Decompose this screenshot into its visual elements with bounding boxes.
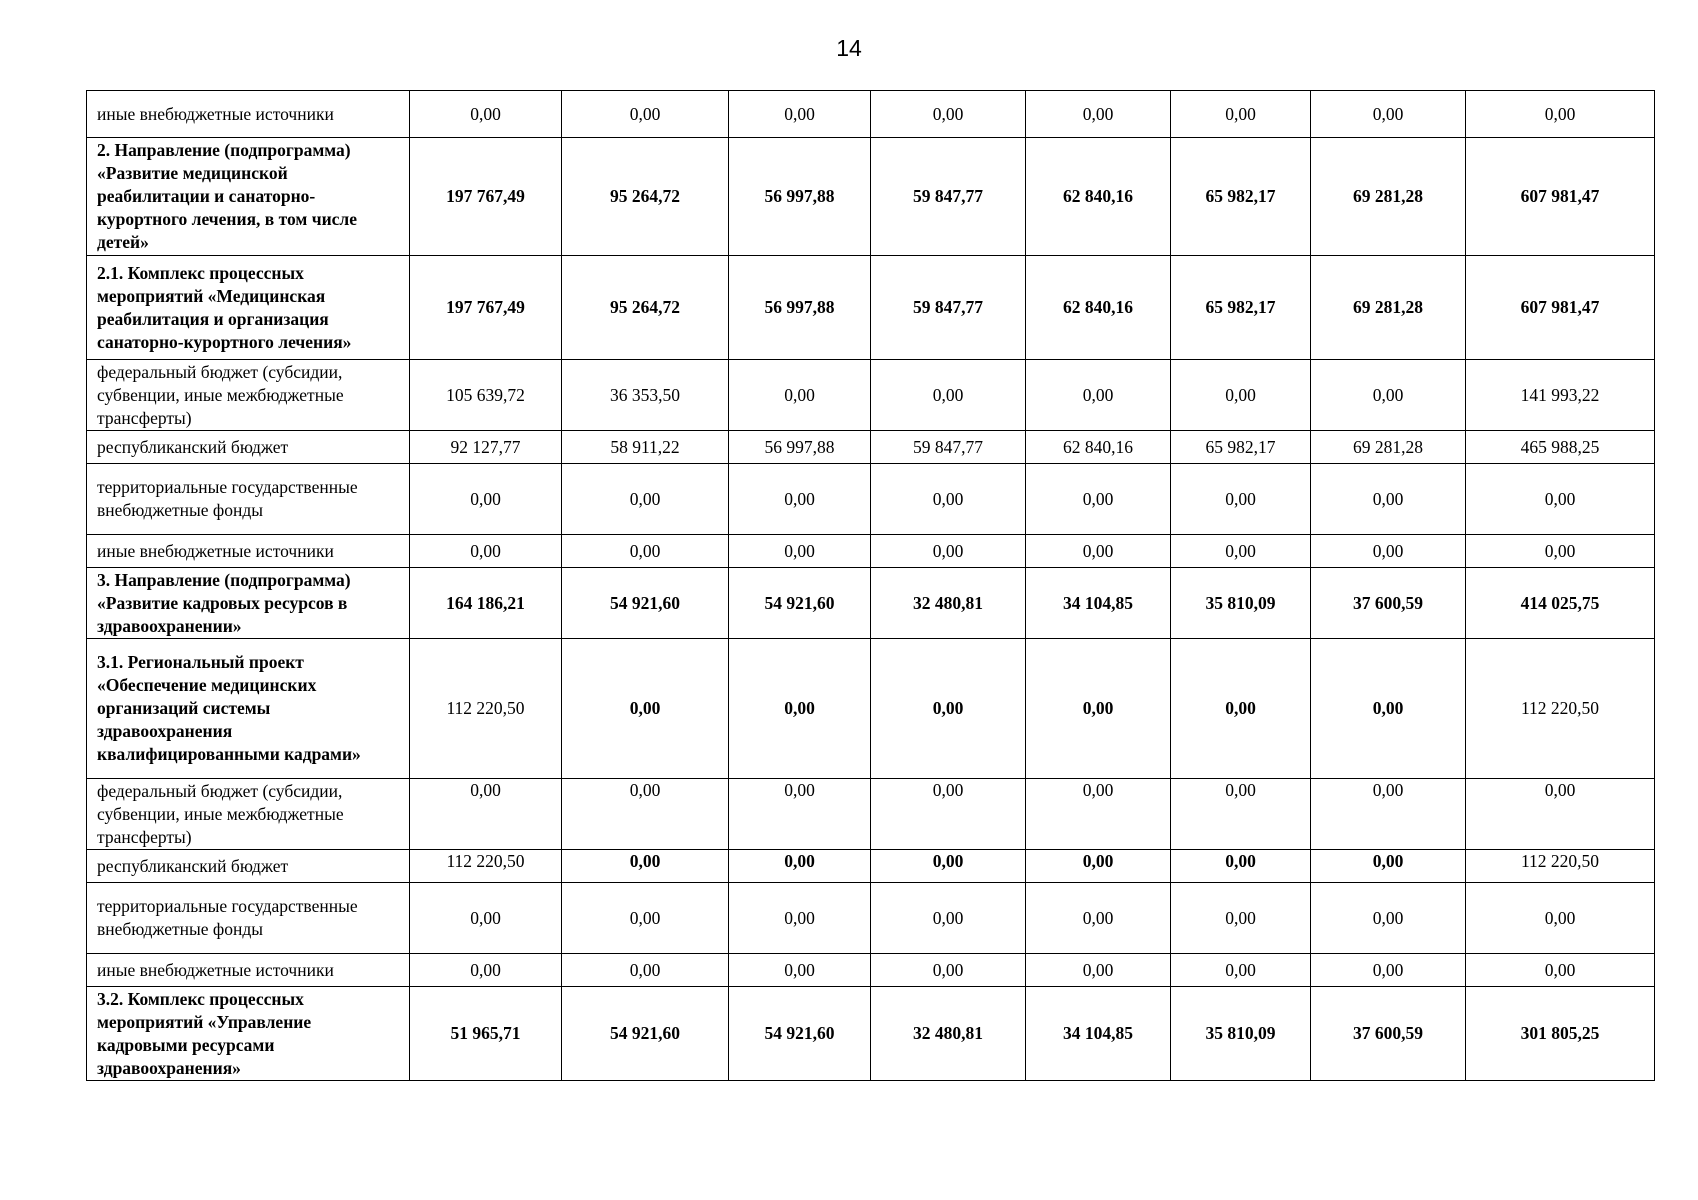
value-cell: 0,00 <box>871 639 1026 779</box>
value-cell: 0,00 <box>410 779 562 850</box>
table-row <box>87 138 1655 256</box>
value-cell: 0,00 <box>410 535 562 568</box>
value-cell: 0,00 <box>729 360 871 431</box>
value-cell: 0,00 <box>871 360 1026 431</box>
value-cell: 0,00 <box>1026 639 1171 779</box>
value-cell: 0,00 <box>1171 464 1311 535</box>
row-label: иные внебюджетные источники <box>87 535 410 568</box>
value-cell: 65 982,17 <box>1171 256 1311 360</box>
value-cell: 35 810,09 <box>1171 987 1311 1081</box>
value-cell: 32 480,81 <box>871 987 1026 1081</box>
value-cell: 0,00 <box>410 464 562 535</box>
value-cell: 0,00 <box>1026 779 1171 850</box>
value-cell: 0,00 <box>1466 464 1655 535</box>
row-label: 3.2. Комплекс процессных мероприятий «Управление кадровыми ресурсами здравоохранения» <box>87 987 410 1081</box>
row-label: 2. Направление (подпрограмма) «Развитие медицинской реабилитации и санаторно-курортного лечения, в том числе детей» <box>87 138 410 256</box>
value-cell: 0,00 <box>871 535 1026 568</box>
table-row <box>87 360 1655 431</box>
table-row <box>87 639 1655 779</box>
value-cell: 0,00 <box>410 91 562 138</box>
value-cell: 51 965,71 <box>410 987 562 1081</box>
row-label: территориальные государственные внебюджетные фонды <box>87 883 410 954</box>
value-cell: 0,00 <box>1026 954 1171 987</box>
value-cell: 0,00 <box>1466 91 1655 138</box>
value-cell: 0,00 <box>1311 883 1466 954</box>
value-cell: 0,00 <box>1311 360 1466 431</box>
value-cell: 0,00 <box>1466 535 1655 568</box>
row-label: республиканский бюджет <box>87 850 410 883</box>
value-cell: 92 127,77 <box>410 431 562 464</box>
table-row <box>87 850 1655 883</box>
row-label: территориальные государственные внебюджетные фонды <box>87 464 410 535</box>
row-label: федеральный бюджет (субсидии, субвенции, иные межбюджетные трансферты) <box>87 779 410 850</box>
value-cell: 58 911,22 <box>562 431 729 464</box>
value-cell: 69 281,28 <box>1311 256 1466 360</box>
value-cell: 56 997,88 <box>729 431 871 464</box>
value-cell: 112 220,50 <box>1466 850 1655 883</box>
table-row <box>87 256 1655 360</box>
table-row <box>87 987 1655 1081</box>
value-cell: 465 988,25 <box>1466 431 1655 464</box>
value-cell: 0,00 <box>729 464 871 535</box>
value-cell: 0,00 <box>1026 360 1171 431</box>
value-cell: 0,00 <box>1171 850 1311 883</box>
value-cell: 0,00 <box>562 850 729 883</box>
value-cell: 112 220,50 <box>410 850 562 883</box>
value-cell: 54 921,60 <box>729 568 871 639</box>
row-label: 3. Направление (подпрограмма) «Развитие кадровых ресурсов в здравоохранении» <box>87 568 410 639</box>
value-cell: 34 104,85 <box>1026 987 1171 1081</box>
value-cell: 95 264,72 <box>562 256 729 360</box>
value-cell: 0,00 <box>871 954 1026 987</box>
value-cell: 0,00 <box>1171 91 1311 138</box>
value-cell: 65 982,17 <box>1171 431 1311 464</box>
value-cell: 0,00 <box>1311 779 1466 850</box>
value-cell: 301 805,25 <box>1466 987 1655 1081</box>
value-cell: 112 220,50 <box>410 639 562 779</box>
value-cell: 0,00 <box>729 639 871 779</box>
value-cell: 414 025,75 <box>1466 568 1655 639</box>
row-label: иные внебюджетные источники <box>87 954 410 987</box>
value-cell: 197 767,49 <box>410 138 562 256</box>
value-cell: 36 353,50 <box>562 360 729 431</box>
table-row <box>87 779 1655 850</box>
value-cell: 0,00 <box>410 954 562 987</box>
value-cell: 0,00 <box>871 850 1026 883</box>
value-cell: 56 997,88 <box>729 138 871 256</box>
value-cell: 112 220,50 <box>1466 639 1655 779</box>
value-cell: 65 982,17 <box>1171 138 1311 256</box>
value-cell: 0,00 <box>1026 850 1171 883</box>
value-cell: 607 981,47 <box>1466 138 1655 256</box>
value-cell: 0,00 <box>729 883 871 954</box>
value-cell: 607 981,47 <box>1466 256 1655 360</box>
value-cell: 105 639,72 <box>410 360 562 431</box>
value-cell: 141 993,22 <box>1466 360 1655 431</box>
value-cell: 34 104,85 <box>1026 568 1171 639</box>
row-label: 3.1. Региональный проект «Обеспечение медицинских организаций системы здравоохранения квалифицированными кадрами» <box>87 639 410 779</box>
value-cell: 35 810,09 <box>1171 568 1311 639</box>
value-cell: 0,00 <box>562 535 729 568</box>
value-cell: 59 847,77 <box>871 138 1026 256</box>
value-cell: 0,00 <box>1026 535 1171 568</box>
row-label: республиканский бюджет <box>87 431 410 464</box>
value-cell: 0,00 <box>1171 954 1311 987</box>
value-cell: 0,00 <box>729 91 871 138</box>
value-cell: 0,00 <box>729 954 871 987</box>
value-cell: 0,00 <box>1311 464 1466 535</box>
value-cell: 32 480,81 <box>871 568 1026 639</box>
value-cell: 0,00 <box>729 850 871 883</box>
value-cell: 164 186,21 <box>410 568 562 639</box>
value-cell: 0,00 <box>410 883 562 954</box>
value-cell: 0,00 <box>1171 639 1311 779</box>
value-cell: 62 840,16 <box>1026 138 1171 256</box>
value-cell: 0,00 <box>871 91 1026 138</box>
budget-table <box>86 90 1655 1081</box>
value-cell: 0,00 <box>1171 360 1311 431</box>
value-cell: 0,00 <box>1311 639 1466 779</box>
value-cell: 0,00 <box>1026 464 1171 535</box>
value-cell: 0,00 <box>729 779 871 850</box>
value-cell: 54 921,60 <box>729 987 871 1081</box>
value-cell: 0,00 <box>1171 779 1311 850</box>
value-cell: 56 997,88 <box>729 256 871 360</box>
table-row <box>87 91 1655 138</box>
table-row <box>87 568 1655 639</box>
value-cell: 0,00 <box>1026 883 1171 954</box>
value-cell: 0,00 <box>1311 954 1466 987</box>
value-cell: 69 281,28 <box>1311 138 1466 256</box>
table-row <box>87 464 1655 535</box>
value-cell: 0,00 <box>1171 883 1311 954</box>
row-label: иные внебюджетные источники <box>87 91 410 138</box>
value-cell: 62 840,16 <box>1026 431 1171 464</box>
value-cell: 0,00 <box>1466 779 1655 850</box>
value-cell: 59 847,77 <box>871 256 1026 360</box>
value-cell: 0,00 <box>1311 535 1466 568</box>
value-cell: 0,00 <box>562 464 729 535</box>
table-body <box>87 91 1655 1081</box>
page-number: 14 <box>836 35 862 61</box>
row-label: федеральный бюджет (субсидии, субвенции, иные межбюджетные трансферты) <box>87 360 410 431</box>
table-row <box>87 535 1655 568</box>
value-cell: 95 264,72 <box>562 138 729 256</box>
value-cell: 0,00 <box>562 639 729 779</box>
table-row <box>87 883 1655 954</box>
value-cell: 62 840,16 <box>1026 256 1171 360</box>
table-row <box>87 431 1655 464</box>
value-cell: 0,00 <box>1311 91 1466 138</box>
value-cell: 0,00 <box>562 954 729 987</box>
value-cell: 0,00 <box>562 779 729 850</box>
value-cell: 0,00 <box>871 779 1026 850</box>
value-cell: 54 921,60 <box>562 987 729 1081</box>
value-cell: 0,00 <box>1171 535 1311 568</box>
value-cell: 37 600,59 <box>1311 568 1466 639</box>
value-cell: 197 767,49 <box>410 256 562 360</box>
value-cell: 54 921,60 <box>562 568 729 639</box>
value-cell: 59 847,77 <box>871 431 1026 464</box>
value-cell: 0,00 <box>1466 954 1655 987</box>
value-cell: 0,00 <box>871 883 1026 954</box>
table-row <box>87 954 1655 987</box>
value-cell: 0,00 <box>1311 850 1466 883</box>
value-cell: 0,00 <box>562 91 729 138</box>
row-label: 2.1. Комплекс процессных мероприятий «Медицинская реабилитация и организация санаторно-курортного лечения» <box>87 256 410 360</box>
value-cell: 0,00 <box>562 883 729 954</box>
value-cell: 0,00 <box>871 464 1026 535</box>
value-cell: 37 600,59 <box>1311 987 1466 1081</box>
value-cell: 69 281,28 <box>1311 431 1466 464</box>
value-cell: 0,00 <box>1466 883 1655 954</box>
value-cell: 0,00 <box>729 535 871 568</box>
value-cell: 0,00 <box>1026 91 1171 138</box>
